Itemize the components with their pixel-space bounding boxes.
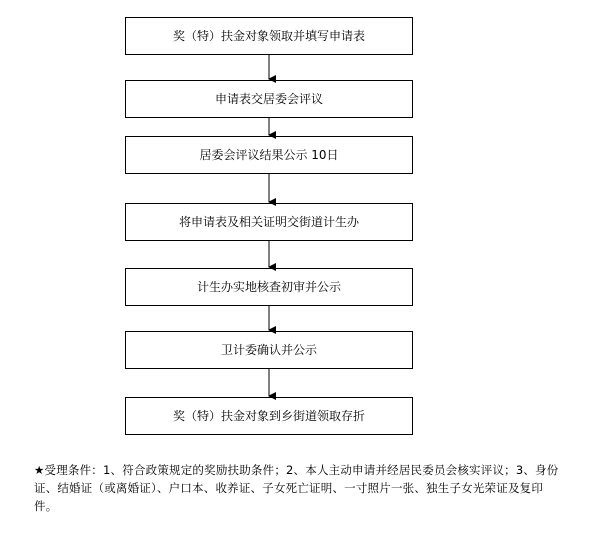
eligibility-note: ★受理条件：1、符合政策规定的奖励扶助条件；2、本人主动申请并经居民委员会核实评议；3、身份证、结婚证（或离婚证）、户口本、收养证、子女死亡证明、一寸照片一张、独生子女光荣证及复印件。 <box>34 463 559 513</box>
step-1-label: 奖（特）扶金对象领取并填写申请表 <box>172 29 365 43</box>
step-7-label: 奖（特）扶金对象到乡街道领取存折 <box>172 409 365 423</box>
step-2-label: 申请表交居委会评议 <box>214 92 323 106</box>
step-3-label: 居委会评议结果公示 10日 <box>199 148 339 162</box>
step-5-label: 计生办实地核查初审并公示 <box>196 280 341 294</box>
step-6-label: 卫计委确认并公示 <box>220 343 317 357</box>
step-4-label: 将申请表及相关证明交街道计生办 <box>178 215 359 229</box>
